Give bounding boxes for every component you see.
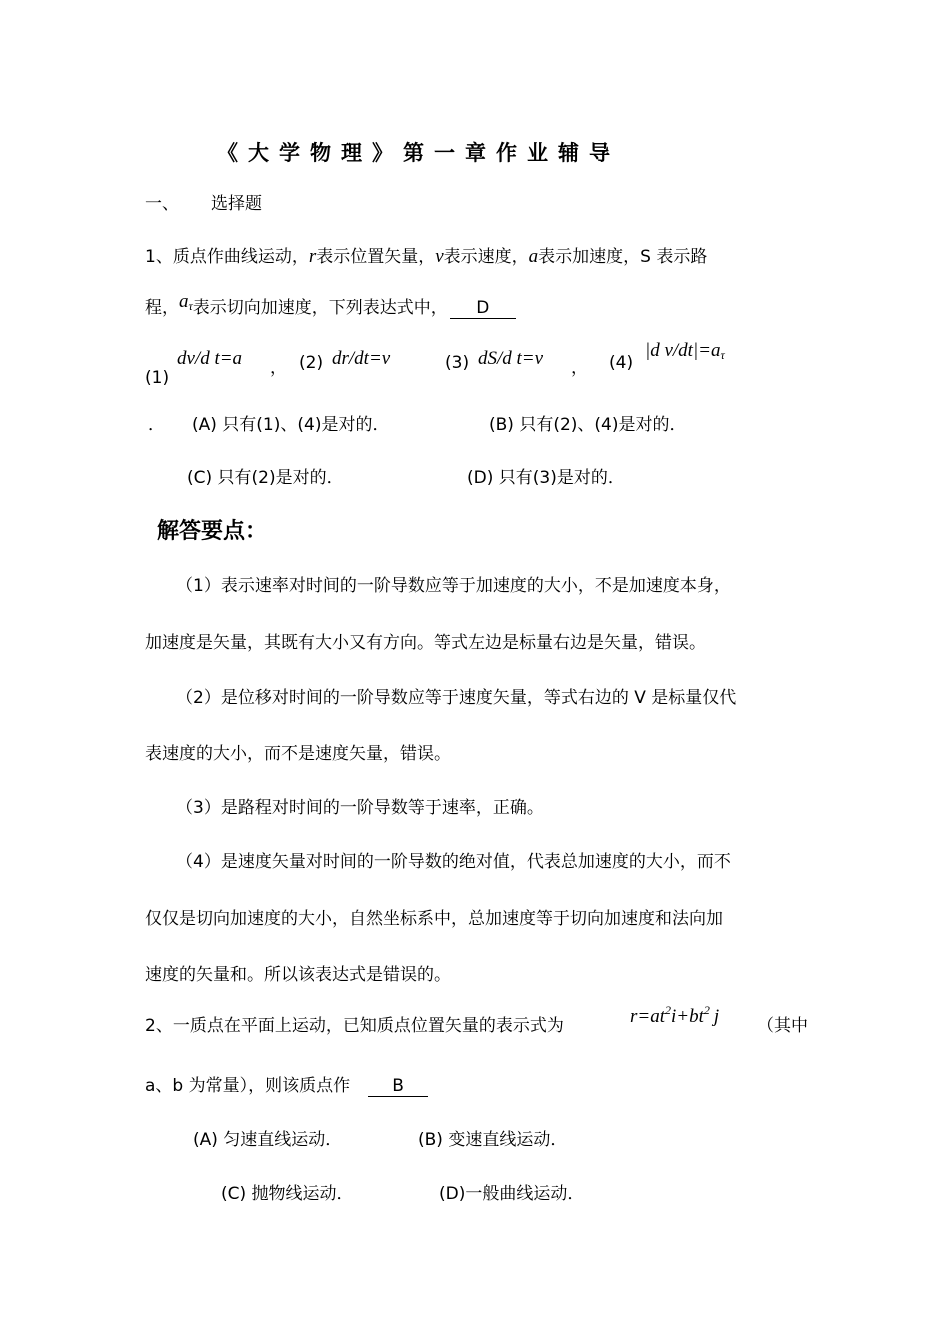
option-dot: ． bbox=[148, 415, 165, 435]
formula-separator: ， bbox=[270, 358, 287, 378]
formula-4 bbox=[645, 340, 725, 363]
q1-option-c: (C) 只有(2)是对的． bbox=[187, 468, 344, 488]
eq-part: r bbox=[630, 1006, 638, 1027]
formula-label-2: (2) bbox=[299, 353, 324, 373]
explanation-line: （3）是路程对时间的一阶导数等于速率，正确。 bbox=[176, 798, 544, 818]
q1-text: 表示切向加速度，下列表达式中， bbox=[192, 298, 448, 318]
q1-symbol-r: r bbox=[308, 246, 317, 267]
q1-text: 1、质点作曲线运动， bbox=[145, 247, 309, 267]
page-title: 《大学物理》第一章作业辅导 bbox=[217, 141, 620, 165]
q2-answer-blank: B bbox=[368, 1076, 428, 1097]
explanation-line: 加速度是矢量，其既有大小又有方向。等式左边是标量右边是矢量，错误。 bbox=[145, 633, 706, 653]
formula-2: dr/dt=v bbox=[332, 348, 391, 369]
q2-option-c: (C) 抛物线运动． bbox=[221, 1184, 354, 1204]
section-label: 选择题 bbox=[211, 194, 262, 214]
eq-part: i+bt bbox=[671, 1006, 704, 1027]
q2-option-a: (A) 匀速直线运动． bbox=[193, 1130, 343, 1150]
section-number: 一、 bbox=[145, 194, 179, 214]
formula-3: dS/d t=v bbox=[478, 348, 544, 369]
q1-stem-line1 bbox=[145, 242, 707, 268]
a-tau-base: a bbox=[179, 291, 189, 312]
q2-stem-line1: 2、一质点在平面上运动，已知质点位置矢量的表示式为 bbox=[145, 1016, 564, 1036]
q2-text: a、b 为常量），则该质点作 bbox=[145, 1076, 351, 1096]
eq-exponent: 2 bbox=[703, 1003, 710, 1017]
q1-text: 表示速度， bbox=[443, 247, 529, 267]
q1-stem-line2 bbox=[145, 293, 516, 320]
q1-symbol-v: v bbox=[435, 246, 444, 267]
eq-exponent: 2 bbox=[665, 1003, 672, 1017]
formula-1: dv/d t=a bbox=[177, 348, 243, 369]
q2-stem-line2 bbox=[145, 1071, 428, 1097]
explanation-line: （2）是位移对时间的一阶导数应等于速度矢量，等式右边的 V 是标量仅代 bbox=[176, 688, 737, 708]
q2-option-d: (D)一般曲线运动． bbox=[439, 1184, 585, 1204]
q1-option-a: (A) 只有(1)、(4)是对的． bbox=[192, 415, 390, 435]
q1-text: 表示加速度，S 表示路 bbox=[538, 247, 708, 267]
formula-label-3: (3) bbox=[445, 353, 470, 373]
formula-label-1: (1) bbox=[145, 368, 170, 388]
explanation-line: 仅仅是切向加速度的大小，自然坐标系中，总加速度等于切向加速度和法向加 bbox=[145, 909, 723, 929]
explanation-line: （4）是速度矢量对时间的一阶导数的绝对值，代表总加速度的大小，而不 bbox=[176, 852, 731, 872]
formula-label-4: (4) bbox=[609, 353, 634, 373]
q1-text: 表示位置矢量， bbox=[316, 247, 436, 267]
formula-separator: ， bbox=[571, 358, 588, 378]
eq-part: j bbox=[713, 1006, 720, 1027]
q1-text: 程， bbox=[145, 298, 179, 318]
q2-stem-suffix: （其中 bbox=[757, 1016, 808, 1036]
explanation-line: 表速度的大小，而不是速度矢量，错误。 bbox=[145, 744, 451, 764]
q1-option-b: (B) 只有(2)、(4)是对的． bbox=[489, 415, 687, 435]
explanation-line: 速度的矢量和。所以该表达式是错误的。 bbox=[145, 965, 451, 985]
q2-equation bbox=[630, 1003, 719, 1028]
a-tau-subscript: τ bbox=[188, 299, 193, 313]
explanation-line: （1）表示速率对时间的一阶导数应等于加速度的大小，不是加速度本身， bbox=[176, 576, 731, 596]
q2-option-b: (B) 变速直线运动． bbox=[418, 1130, 568, 1150]
answer-heading: 解答要点： bbox=[157, 519, 268, 544]
q1-answer-blank: D bbox=[450, 298, 516, 319]
formula-4-body: |d v/dt|=a bbox=[645, 340, 721, 361]
q1-symbol-a-tau bbox=[179, 291, 193, 312]
eq-part: =at bbox=[637, 1006, 666, 1027]
q1-symbol-a: a bbox=[528, 246, 539, 267]
q1-option-d: (D) 只有(3)是对的． bbox=[467, 468, 625, 488]
formula-4-subscript: τ bbox=[720, 348, 725, 362]
